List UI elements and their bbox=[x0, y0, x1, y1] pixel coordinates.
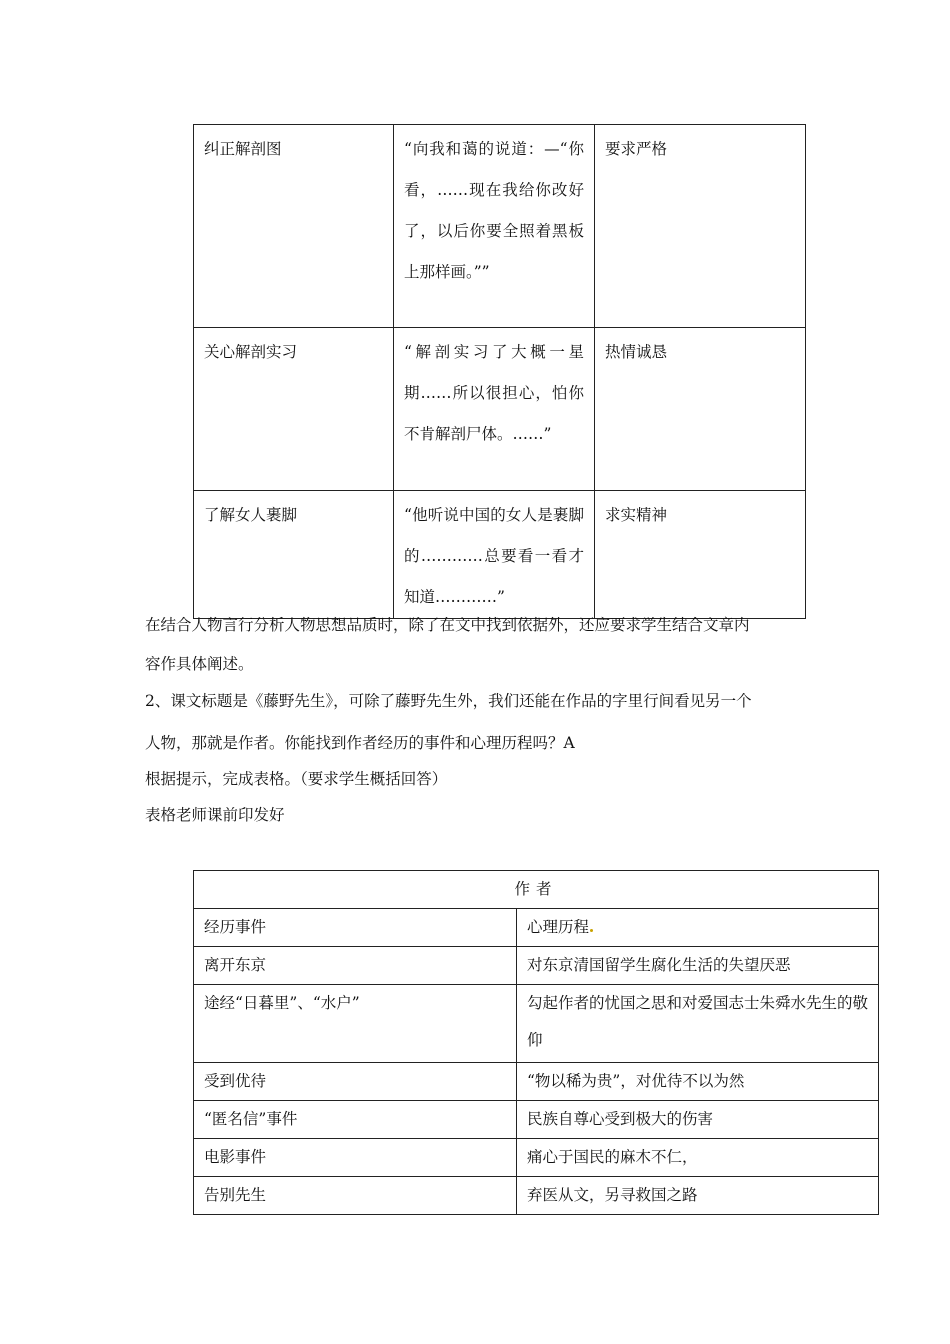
table-row bbox=[194, 947, 879, 985]
column-header: 心理历程 bbox=[527, 918, 590, 936]
event-cell: 了解女人裹脚 bbox=[194, 491, 394, 619]
character-analysis-table bbox=[193, 124, 806, 619]
trait-cell: 热情诚恳 bbox=[595, 328, 806, 491]
trait-cell: 求实精神 bbox=[595, 491, 806, 619]
paragraph-line: 根据提示，完成表格。（要求学生概括回答） bbox=[145, 770, 448, 788]
event-cell: 受到优待 bbox=[194, 1063, 517, 1101]
event-cell: “匿名信”事件 bbox=[194, 1101, 517, 1139]
event-cell: 告别先生 bbox=[194, 1177, 517, 1215]
feeling-cell: 弃医从文，另寻救国之路 bbox=[517, 1177, 879, 1215]
feeling-cell: “物以稀为贵”，对优待不以为然 bbox=[517, 1063, 879, 1101]
paragraph-line: 2、课文标题是《藤野先生》，可除了藤野先生外，我们还能在作品的字里行间看见另一个 bbox=[145, 692, 752, 710]
feeling-cell: 勾起作者的忧国之思和对爱国志士朱舜水先生的敬仰 bbox=[517, 985, 879, 1063]
quote-cell: “他听说中国的女人是裹脚的…………总要看一看才知道…………” bbox=[394, 491, 595, 619]
mark-dot bbox=[590, 929, 593, 932]
quote-cell: “解剖实习了大概一星期……所以很担心，怕你不肯解剖尸体。……” bbox=[394, 328, 595, 491]
feeling-cell: 对东京清国留学生腐化生活的失望厌恶 bbox=[517, 947, 879, 985]
table-row bbox=[194, 1101, 879, 1139]
table-row bbox=[194, 491, 806, 619]
paragraph-line: 在结合人物言行分析人物思想品质时，除了在文中找到依据外，还应要求学生结合文章内 bbox=[145, 616, 750, 634]
trait-cell: 要求严格 bbox=[595, 125, 806, 328]
table-row bbox=[194, 909, 879, 947]
table-row bbox=[194, 1177, 879, 1215]
event-cell: 纠正解剖图 bbox=[194, 125, 394, 328]
table-row bbox=[194, 328, 806, 491]
event-cell: 途经“日暮里”、“水户” bbox=[194, 985, 517, 1063]
author-experience-table bbox=[193, 870, 879, 1215]
feeling-cell: 民族自尊心受到极大的伤害 bbox=[517, 1101, 879, 1139]
table-row bbox=[194, 985, 879, 1063]
table-row bbox=[194, 125, 806, 328]
table-row bbox=[194, 1063, 879, 1101]
table-title: 作者 bbox=[194, 871, 879, 909]
event-cell: 关心解剖实习 bbox=[194, 328, 394, 491]
paragraph-line: 人物，那就是作者。你能找到作者经历的事件和心理历程吗？A bbox=[145, 734, 575, 752]
event-cell: 电影事件 bbox=[194, 1139, 517, 1177]
quote-cell: “向我和蔼的说道：—“你看，……现在我给你改好了，以后你要全照着黑板上那样画。”” bbox=[394, 125, 595, 328]
column-header-cell bbox=[517, 909, 879, 947]
event-cell: 离开东京 bbox=[194, 947, 517, 985]
paragraph-line: 容作具体阐述。 bbox=[145, 655, 254, 673]
table-header-row bbox=[194, 871, 879, 909]
column-header: 经历事件 bbox=[194, 909, 517, 947]
paragraph-line: 表格老师课前印发好 bbox=[145, 806, 285, 824]
feeling-cell: 痛心于国民的麻木不仁， bbox=[517, 1139, 879, 1177]
table-row bbox=[194, 1139, 879, 1177]
